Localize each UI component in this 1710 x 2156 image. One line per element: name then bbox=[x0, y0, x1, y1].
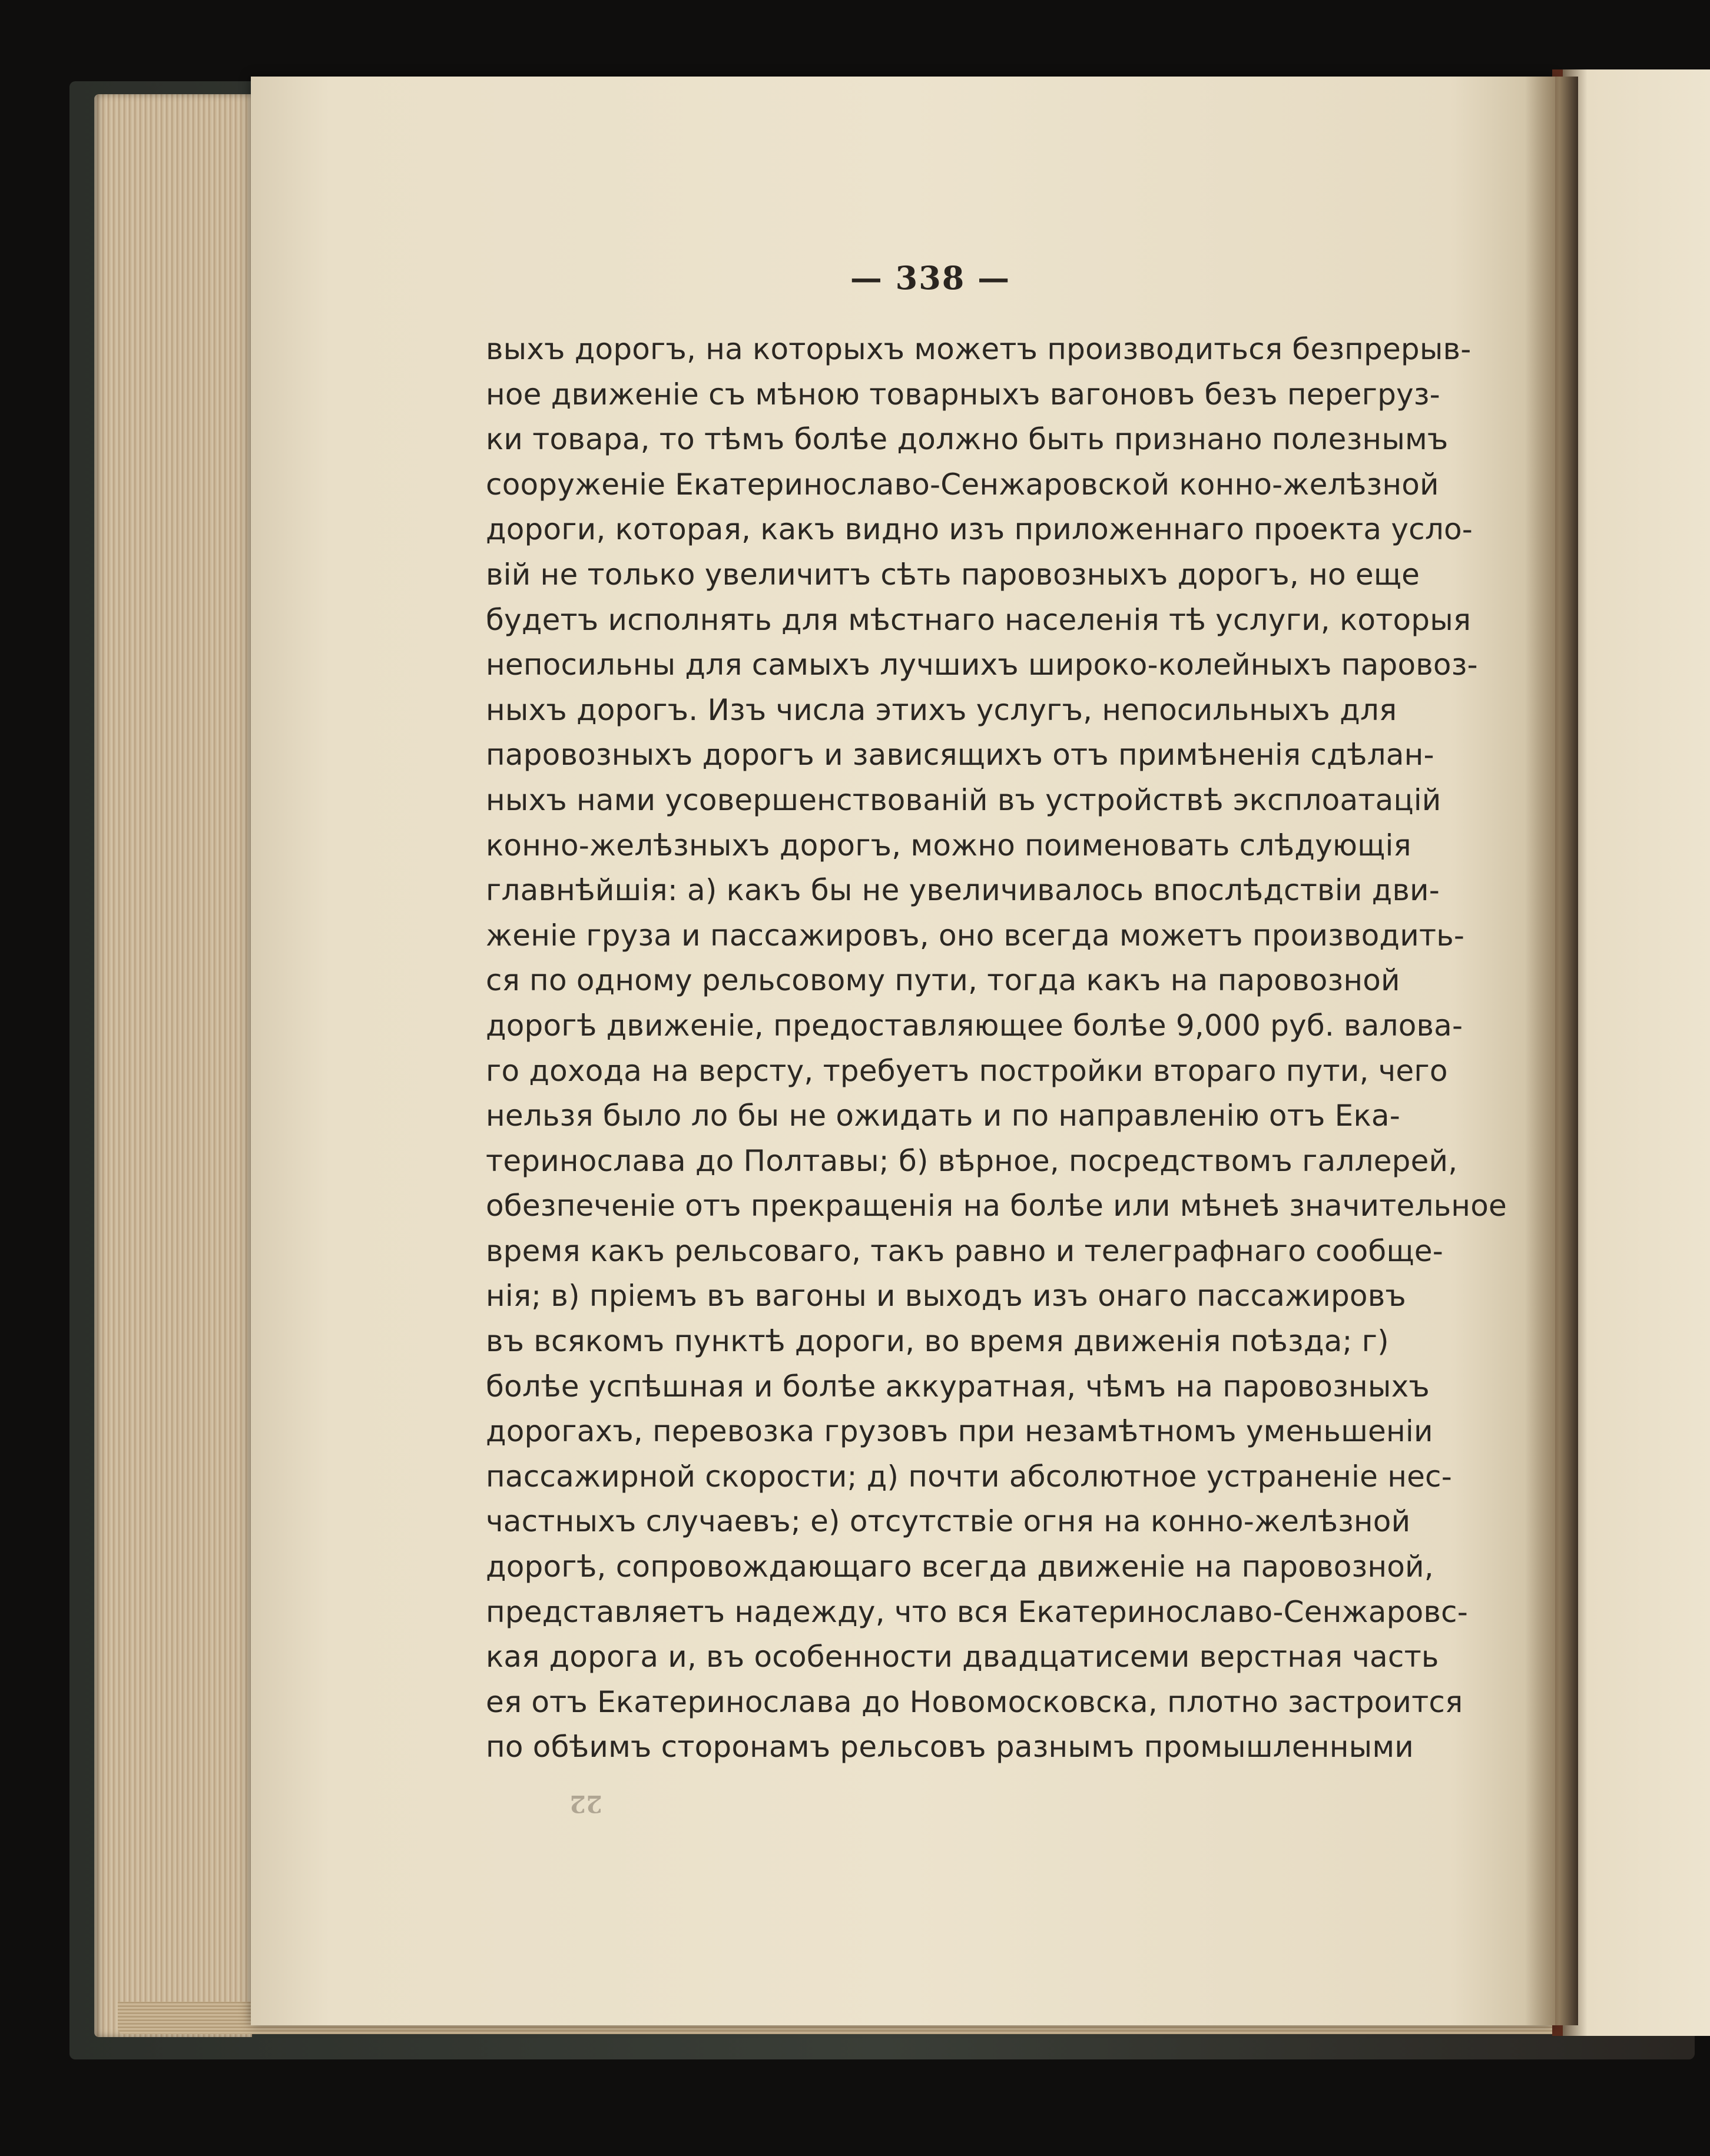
text-line: ея отъ Екатеринослава до Новомосковска, плотно застроится bbox=[486, 1684, 1463, 1719]
page-gutter-shadow bbox=[1525, 77, 1578, 2025]
text-line: представляетъ надежду, что вся Екатеринославо-Сенжаровс- bbox=[486, 1594, 1468, 1629]
text-line: сооруженіе Екатеринославо-Сенжаровской конно-желѣзной bbox=[486, 467, 1439, 502]
text-line: непосильны для самыхъ лучшихъ широко-колейныхъ паровоз- bbox=[486, 648, 1478, 682]
text-line: выхъ дорогъ, на которыхъ можетъ производиться безпрерыв- bbox=[486, 332, 1472, 366]
text-line: болѣе успѣшная и болѣе аккуратная, чѣмъ на паровозныхъ bbox=[486, 1369, 1430, 1404]
text-line: обезпеченіе отъ прекращенія на болѣе или мѣнеѣ значительное bbox=[486, 1189, 1507, 1223]
text-line: по обѣимъ сторонамъ рельсовъ разнымъ промышленными bbox=[486, 1730, 1414, 1764]
text-line: дорогѣ движеніе, предоставляющее болѣе 9,000 руб. валова- bbox=[486, 1008, 1463, 1043]
page-edges-left bbox=[94, 94, 252, 2037]
text-line: дорогахъ, перевозка грузовъ при незамѣтномъ уменьшеніи bbox=[486, 1414, 1433, 1449]
text-line: дорогѣ, сопровождающаго всегда движеніе на паровозной, bbox=[486, 1550, 1434, 1584]
body-text bbox=[486, 327, 1507, 1770]
text-line: нельзя было ло бы не ожидать и по направленію отъ Ека- bbox=[486, 1099, 1400, 1133]
text-line: въ всякомъ пунктѣ дороги, во время движенія поѣзда; г) bbox=[486, 1324, 1389, 1359]
text-line: главнѣйшія: а) какъ бы не увеличивалось впослѣдствіи дви- bbox=[486, 873, 1440, 908]
text-line: ся по одному рельсовому пути, тогда какъ на паровозной bbox=[486, 963, 1400, 998]
text-line: нія; в) пріемъ въ вагоны и выходъ изъ онаго пассажировъ bbox=[486, 1279, 1406, 1313]
text-line: будетъ исполнять для мѣстнаго населенія тѣ услуги, которыя bbox=[486, 602, 1472, 637]
text-line: конно-желѣзныхъ дорогъ, можно поименовать слѣдующія bbox=[486, 828, 1411, 863]
text-line: дороги, которая, какъ видно изъ приложеннаго проекта усло- bbox=[486, 512, 1473, 547]
text-line: теринослава до Полтавы; б) вѣрное, посредствомъ галлерей, bbox=[486, 1143, 1458, 1178]
text-line: паровозныхъ дорогъ и зависящихъ отъ примѣненія сдѣлан- bbox=[486, 738, 1434, 772]
text-line: время какъ рельсоваго, такъ равно и телеграфнаго сообще- bbox=[486, 1233, 1443, 1268]
text-line: женіе груза и пассажировъ, оно всегда можетъ производить- bbox=[486, 918, 1465, 953]
text-line: ныхъ нами усовершенствованій въ устройствѣ эксплоатацій bbox=[486, 782, 1441, 817]
page-number-header: — 338 — bbox=[850, 259, 1011, 297]
text-line: ки товара, то тѣмъ болѣе должно быть признано полезнымъ bbox=[486, 422, 1449, 457]
text-line: частныхъ случаевъ; е) отсутствіе огня на конно-желѣзной bbox=[486, 1504, 1411, 1539]
text-line: пассажирной скорости; д) почти абсолютное устраненіе нес- bbox=[486, 1459, 1452, 1494]
text-line: кая дорога и, въ особенности двадцатисеми верстная часть bbox=[486, 1640, 1439, 1674]
text-line: ное движеніе съ мѣною товарныхъ вагоновъ безъ перегруз- bbox=[486, 377, 1440, 412]
text-line: ныхъ дорогъ. Изъ числа этихъ услугъ, непосильныхъ для bbox=[486, 692, 1397, 727]
facing-page-edge bbox=[1560, 69, 1710, 2036]
text-line: го дохода на версту, требуетъ постройки втораго пути, чего bbox=[486, 1053, 1448, 1088]
text-line: вій не только увеличитъ сѣть паровозныхъ дорогъ, но еще bbox=[486, 557, 1420, 592]
signature-mark: 22 bbox=[569, 1790, 602, 1817]
